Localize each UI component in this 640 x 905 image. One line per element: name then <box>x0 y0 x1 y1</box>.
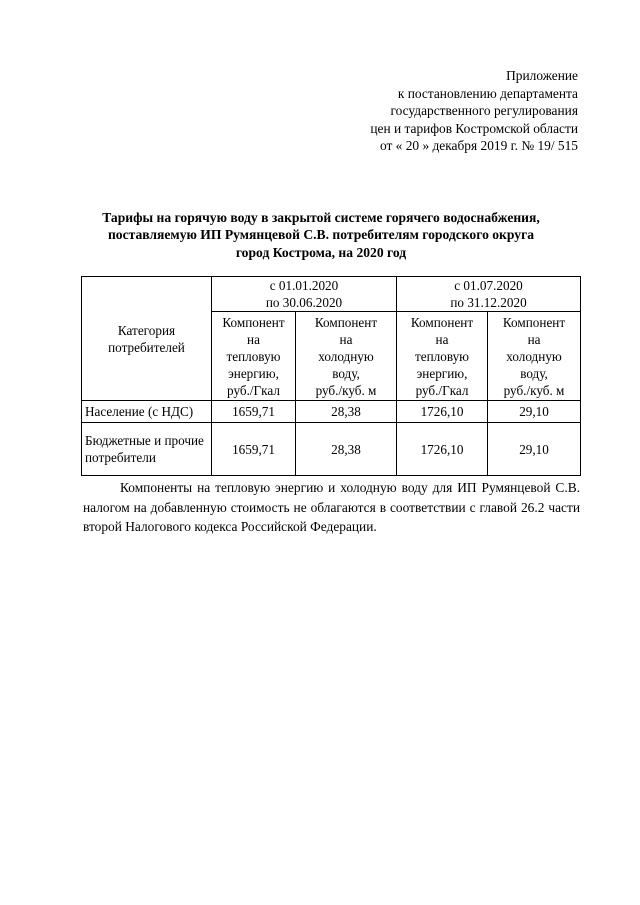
header-text: холодную <box>506 348 562 364</box>
period-1-header <box>212 277 397 312</box>
row-value: 1659,71 <box>212 401 296 423</box>
title-line-1: Тарифы на горячую воду в закрытой системе горячего водоснабжения, <box>102 210 540 225</box>
tax-note: Компоненты на тепловую энергию и холодную воду для ИП Румянцевой С.В. налогом на добавленную стоимость не облагаются в соответствии с главой 26.2 части второй Налогового кодекса Российской Федерации. <box>83 480 580 535</box>
row-category: Население (с НДС) <box>82 401 212 423</box>
table-header-row-periods <box>82 277 581 312</box>
period-2-header <box>397 277 581 312</box>
period-1-from: с 01.01.2020 <box>269 278 339 293</box>
p2-heat-header <box>397 312 488 401</box>
header-text: Компонент <box>222 314 285 330</box>
title-line-3: город Кострома, на 2020 год <box>235 244 407 260</box>
appendix-line-2: к постановлению департамента <box>397 85 578 101</box>
row-value: 28,38 <box>296 401 397 423</box>
row-category: Бюджетные и прочие потребители <box>82 423 212 476</box>
header-text: воду, <box>520 365 548 381</box>
row-value: 29,10 <box>488 401 581 423</box>
header-text: на <box>339 331 353 347</box>
appendix-line-3: государственного регулирования <box>390 103 578 119</box>
row-value: 28,38 <box>296 423 397 476</box>
header-text: руб./куб. м <box>315 382 377 398</box>
table-row <box>82 401 581 423</box>
header-text: воду, <box>332 365 360 381</box>
header-text: на <box>247 331 260 347</box>
row-value: 29,10 <box>488 423 581 476</box>
header-text: руб./Гкал <box>227 382 280 398</box>
header-text: тепловую <box>414 348 470 364</box>
row-value: 1726,10 <box>397 401 488 423</box>
header-text: Компонент <box>314 314 378 330</box>
tariff-table <box>81 276 581 476</box>
header-text: энергию, <box>416 365 468 381</box>
category-header: Категория потребителей <box>108 322 185 355</box>
title-line-2: поставляемую ИП Румянцевой С.В. потребителям городского округа <box>107 227 535 243</box>
header-text: на <box>435 331 449 347</box>
appendix-line-4: цен и тарифов Костромской области <box>370 120 578 136</box>
header-text: энергию, <box>228 365 279 381</box>
appendix-line-5: от « 20 » декабря 2019 г. № 19/ 515 <box>379 138 578 154</box>
p1-cold-header <box>296 312 397 401</box>
header-text: руб./Гкал <box>415 382 469 398</box>
header-text: холодную <box>318 348 374 364</box>
header-text: руб./куб. м <box>503 382 565 398</box>
p1-heat-header <box>212 312 296 401</box>
appendix-line-1: Приложение <box>506 68 578 83</box>
p2-cold-header <box>488 312 581 401</box>
table-row <box>82 423 581 476</box>
appendix-header <box>370 67 578 155</box>
row-value: 1726,10 <box>397 423 488 476</box>
category-header-cell <box>82 277 212 401</box>
header-text: тепловую <box>226 348 281 364</box>
row-value: 1659,71 <box>212 423 296 476</box>
period-1-to: по 30.06.2020 <box>265 295 343 310</box>
period-2-to: по 31.12.2020 <box>450 295 527 310</box>
period-2-from: с 01.07.2020 <box>454 278 523 293</box>
header-text: Компонент <box>502 314 566 330</box>
header-text: Компонент <box>410 314 474 330</box>
document-title <box>60 209 582 261</box>
header-text: на <box>527 331 541 347</box>
